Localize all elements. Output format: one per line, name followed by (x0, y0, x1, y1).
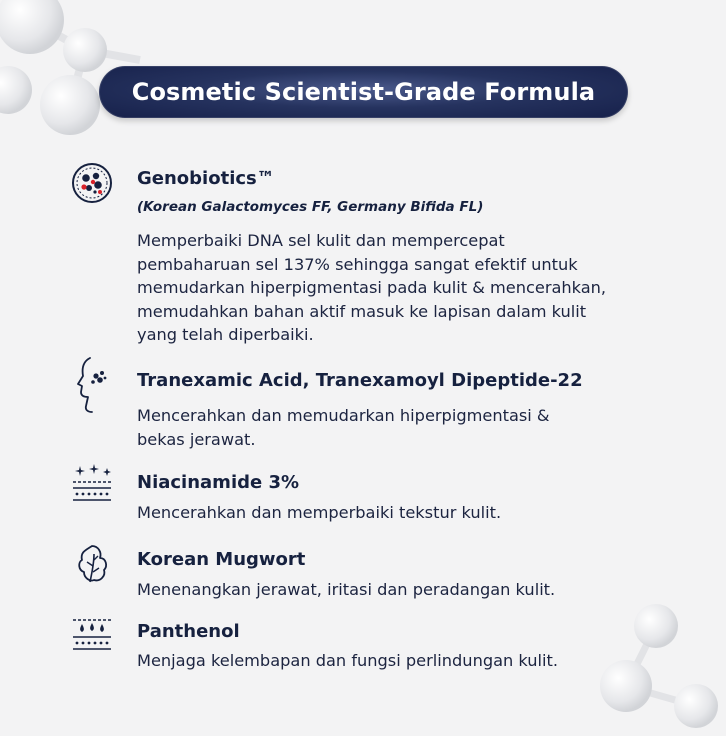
ingredient-name: Panthenol (137, 621, 240, 642)
ingredient-name: Niacinamide 3% (137, 472, 300, 493)
description-line: Mencerahkan dan memperbaiki tekstur kulit. (137, 503, 502, 522)
description-line: Menenangkan jerawat, iritasi dan peradangan kulit. (137, 580, 556, 599)
title-banner (99, 66, 628, 118)
ingredient-description (137, 649, 697, 673)
water-drops-skin-icon (70, 614, 114, 658)
ingredient-description (137, 501, 697, 525)
ingredient-name: Tranexamic Acid, Tranexamoyl Dipeptide-22 (137, 370, 583, 391)
ingredient-description (137, 578, 697, 602)
description-line: memudahkan bahan aktif masuk ke lapisan dalam kulit (137, 301, 587, 321)
ingredient-description (137, 404, 697, 451)
molecule-cluster-icon (70, 161, 114, 205)
ingredient-name: Korean Mugwort (137, 549, 306, 570)
ingredient-description (137, 229, 697, 347)
face-profile-icon (70, 356, 114, 414)
description-line: bekas jerawat. (137, 429, 256, 449)
mugwort-leaf-icon (70, 542, 114, 586)
description-line: Mencerahkan dan memudarkan hiperpigmentasi & (137, 406, 550, 425)
ingredient-name: Genobiotics™ (137, 168, 275, 189)
description-line: Memperbaiki DNA sel kulit dan mempercepat (137, 231, 505, 250)
sparkle-skin-layer-icon (70, 462, 114, 506)
description-line: pembaharuan sel 137% sehingga sangat efektif untuk (137, 254, 578, 274)
description-line: yang telah diperbaiki. (137, 325, 314, 344)
description-line: memudarkan hiperpigmentasi pada kulit & mencerahkan, (137, 278, 607, 297)
ingredient-subtitle: (Korean Galactomyces FF, Germany Bifida FL) (137, 199, 484, 215)
page-title: Cosmetic Scientist-Grade Formula (131, 78, 596, 106)
description-line: Menjaga kelembapan dan fungsi perlindungan kulit. (137, 651, 559, 670)
